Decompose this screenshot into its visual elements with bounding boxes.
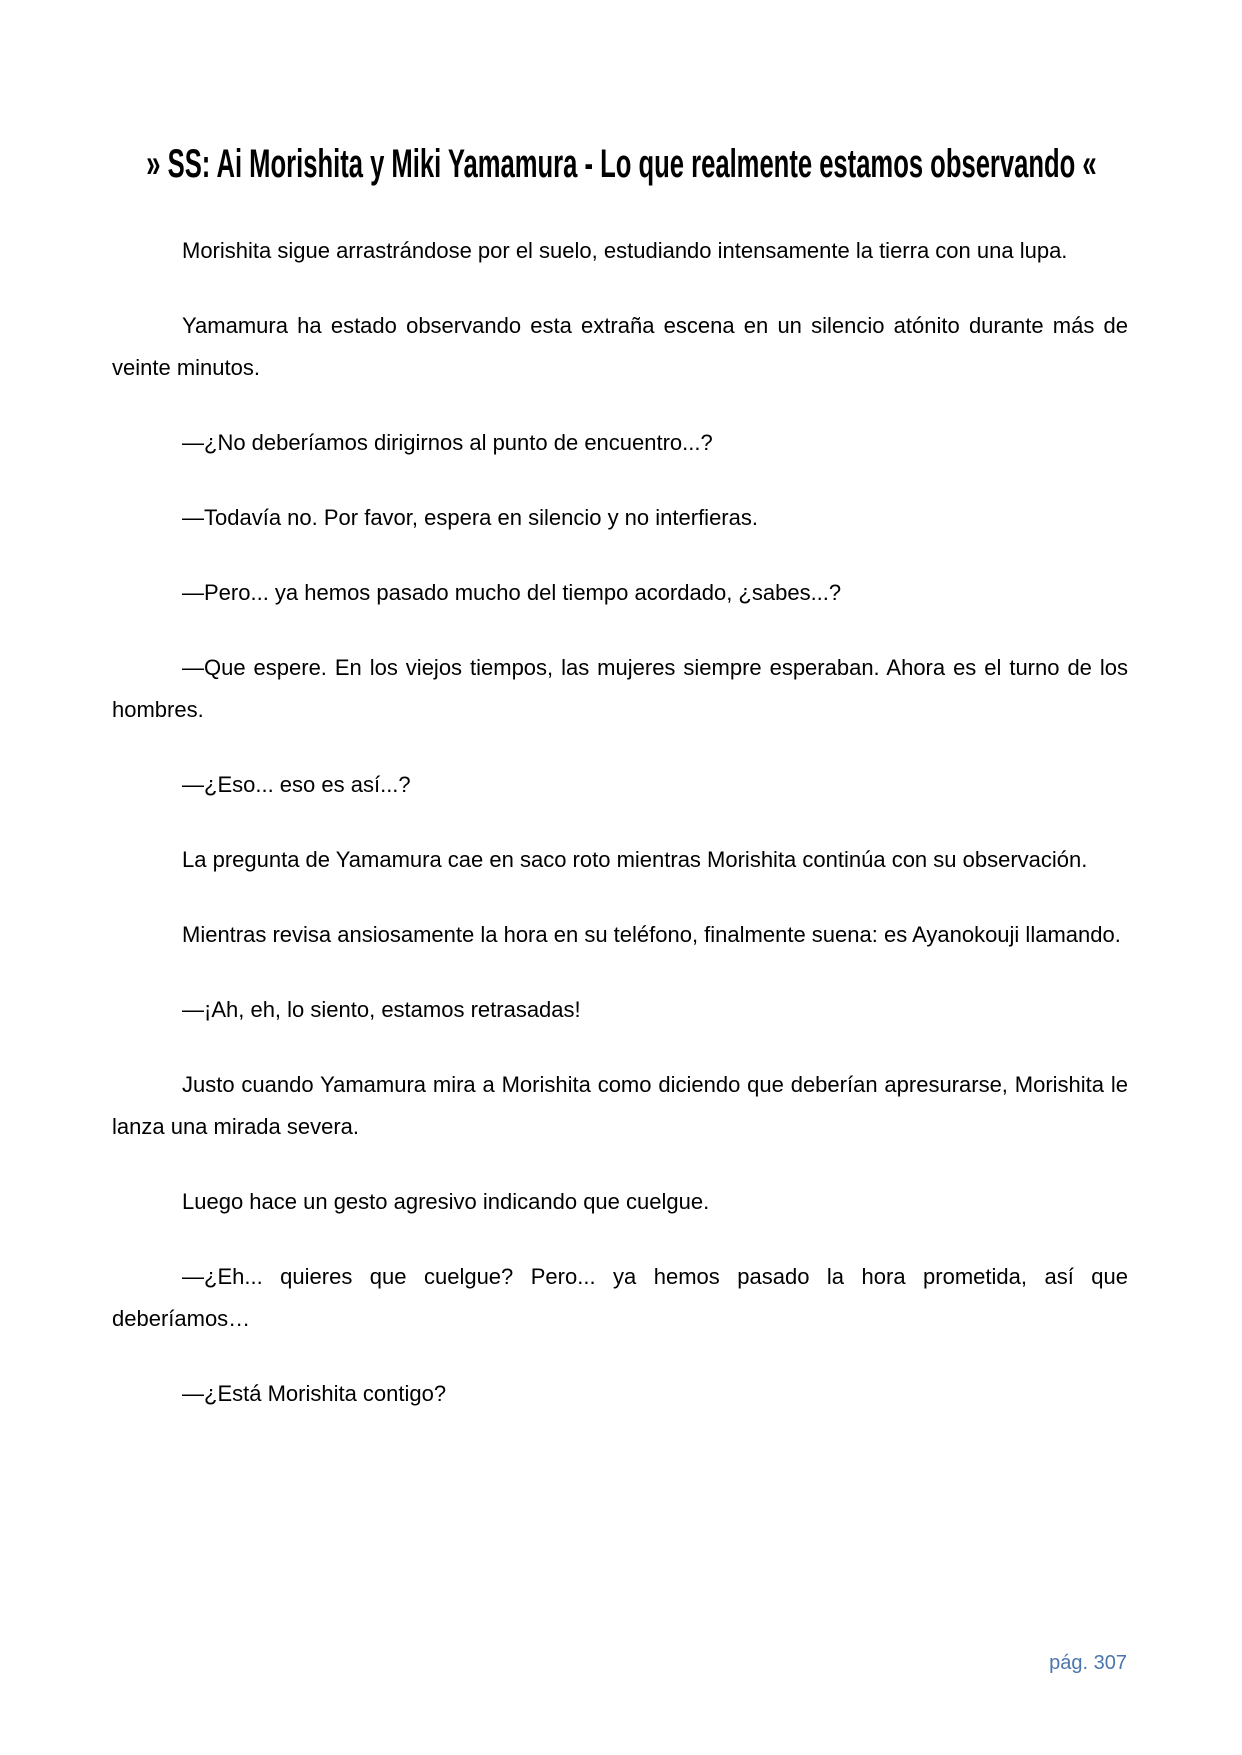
paragraph-dialogue: —Que espere. En los viejos tiempos, las mujeres siempre esperaban. Ahora es el turno de los hombres. <box>112 655 1128 722</box>
paragraph-narration: Yamamura ha estado observando esta extraña escena en un silencio atónito durante más de veinte minutos. <box>112 313 1128 380</box>
paragraph-narration: La pregunta de Yamamura cae en saco roto mientras Morishita continúa con su observación. <box>182 847 1088 872</box>
page-title: » SS: Ai Morishita y Miki Yamamura - Lo que realmente estamos observando « <box>145 142 1097 186</box>
paragraph-dialogue: —Pero... ya hemos pasado mucho del tiempo acordado, ¿sabes...? <box>182 580 842 605</box>
document-body <box>112 230 1128 1448</box>
paragraph-narration: Morishita sigue arrastrándose por el suelo, estudiando intensamente la tierra con una lupa. <box>182 238 1068 263</box>
paragraph-dialogue: —¿No deberíamos dirigirnos al punto de encuentro...? <box>182 430 713 455</box>
paragraph-narration: Justo cuando Yamamura mira a Morishita como diciendo que deberían apresurarse, Morishita le lanza una mirada severa. <box>112 1072 1128 1139</box>
paragraph-dialogue: —Todavía no. Por favor, espera en silencio y no interfieras. <box>182 505 758 530</box>
title-row <box>0 141 1242 187</box>
paragraph-dialogue: —¿Está Morishita contigo? <box>182 1381 447 1406</box>
page-number: pág. 307 <box>1049 1652 1127 1674</box>
paragraph-narration: Mientras revisa ansiosamente la hora en su teléfono, finalmente suena: es Ayanokouji llamando. <box>182 922 1121 947</box>
paragraph-dialogue: —¡Ah, eh, lo siento, estamos retrasadas! <box>182 997 581 1022</box>
paragraph-narration: Luego hace un gesto agresivo indicando que cuelgue. <box>182 1189 710 1214</box>
paragraph-dialogue: —¿Eso... eso es así...? <box>182 772 411 797</box>
paragraph-dialogue: —¿Eh... quieres que cuelgue? Pero... ya hemos pasado la hora prometida, así que deberíamos… <box>112 1264 1128 1331</box>
